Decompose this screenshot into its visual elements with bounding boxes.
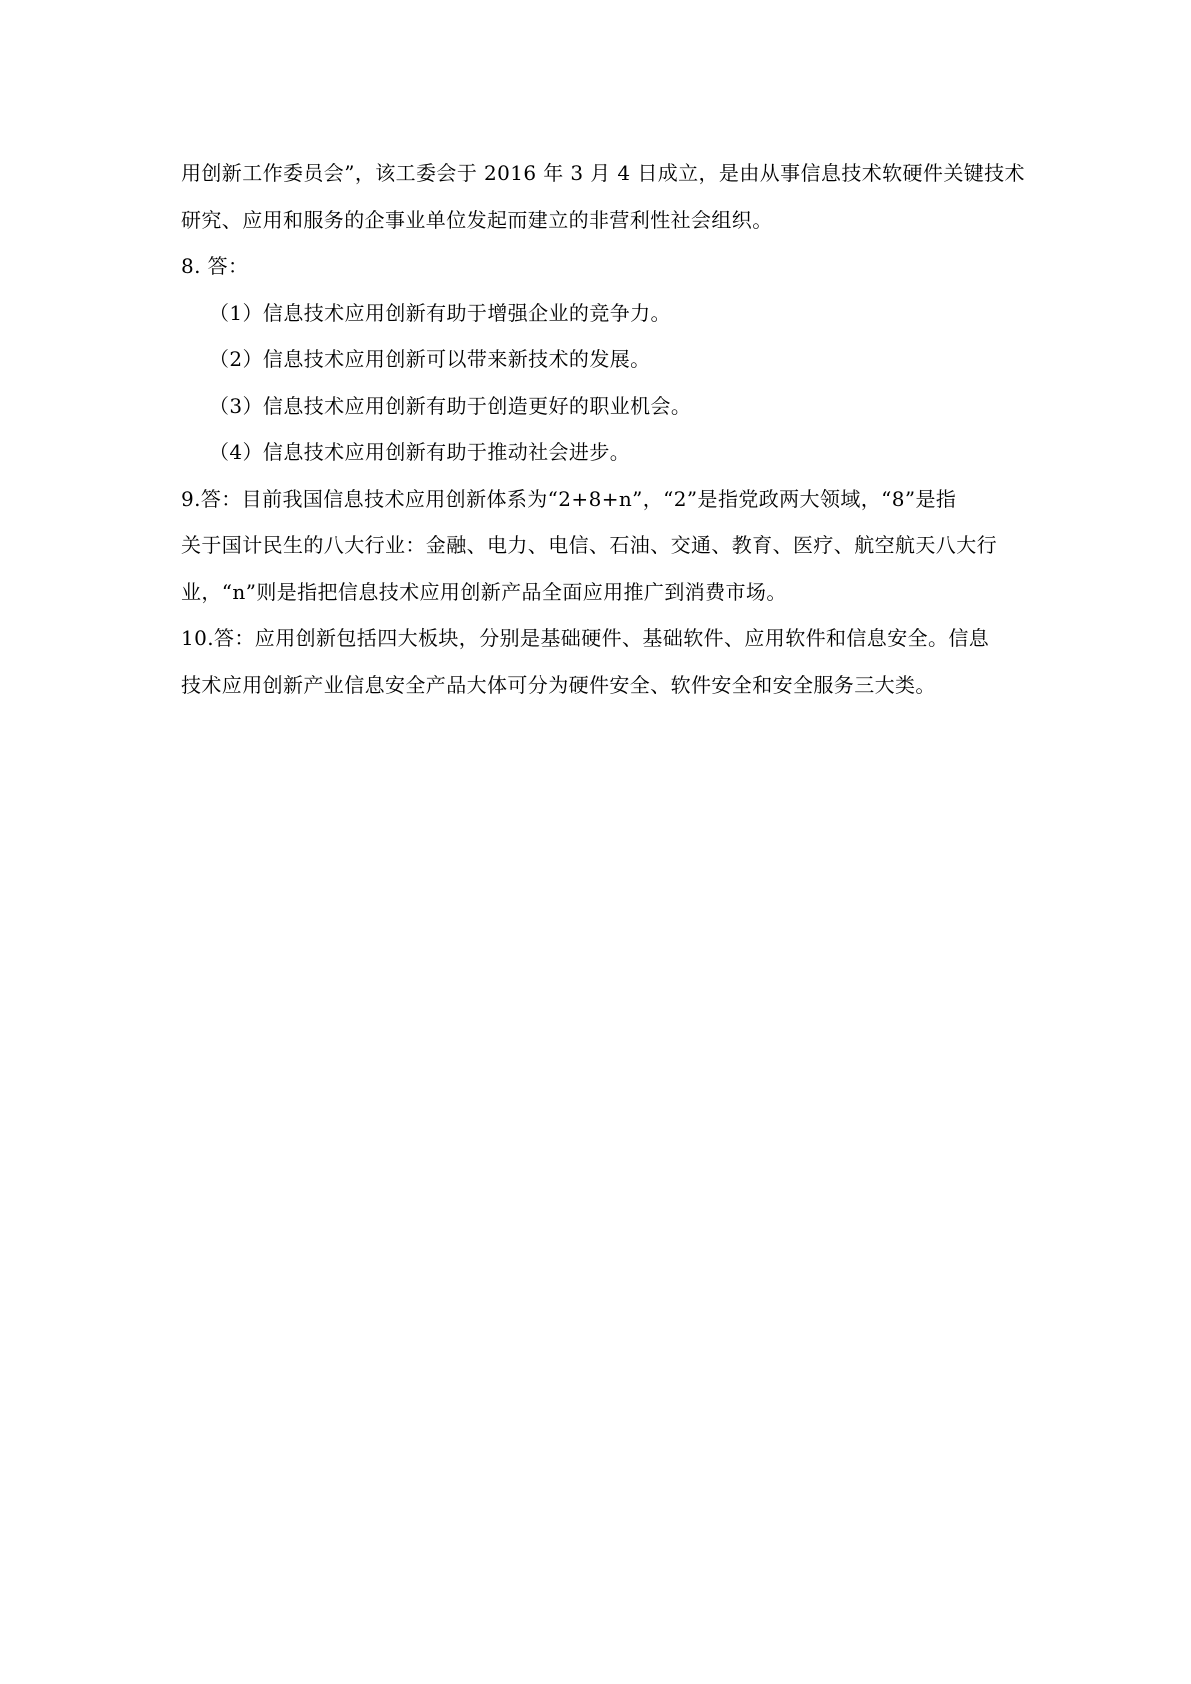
- answer-9-line: 业，“n”则是指把信息技术应用创新产品全面应用推广到消费市场。: [181, 579, 787, 604]
- answer-8-item-2: （2）信息技术应用创新可以带来新技术的发展。: [209, 347, 651, 371]
- answer-8-item-3: （3）信息技术应用创新有助于创造更好的职业机会。: [209, 393, 692, 418]
- document-body: [181, 150, 1025, 708]
- answer-9-line: 关于国计民生的八大行业：金融、电力、电信、石油、交通、教育、医疗、航空航天八大行: [181, 533, 997, 557]
- answer-8-heading: 8. 答：: [181, 254, 249, 278]
- paragraph-line: 研究、应用和服务的企事业单位发起而建立的非营利性社会组织。: [181, 207, 773, 232]
- answer-9-line: 9.答：目前我国信息技术应用创新体系为“2+8+n”，“2”是指党政两大领域，“8”是指: [181, 486, 957, 511]
- answer-10-line: 技术应用创新产业信息安全产品大体可分为硬件安全、软件安全和安全服务三大类。: [181, 672, 936, 697]
- answer-8-item-1: （1）信息技术应用创新有助于增强企业的竞争力。: [209, 300, 671, 325]
- answer-8-item-4: （4）信息技术应用创新有助于推动社会进步。: [209, 440, 631, 464]
- answer-10-line: 10.答：应用创新包括四大板块，分别是基础硬件、基础软件、应用软件和信息安全。信息: [181, 626, 990, 650]
- paragraph-line: 用创新工作委员会”，该工委会于 2016 年 3 月 4 日成立，是由从事信息技术软硬件关键技术: [181, 161, 1025, 185]
